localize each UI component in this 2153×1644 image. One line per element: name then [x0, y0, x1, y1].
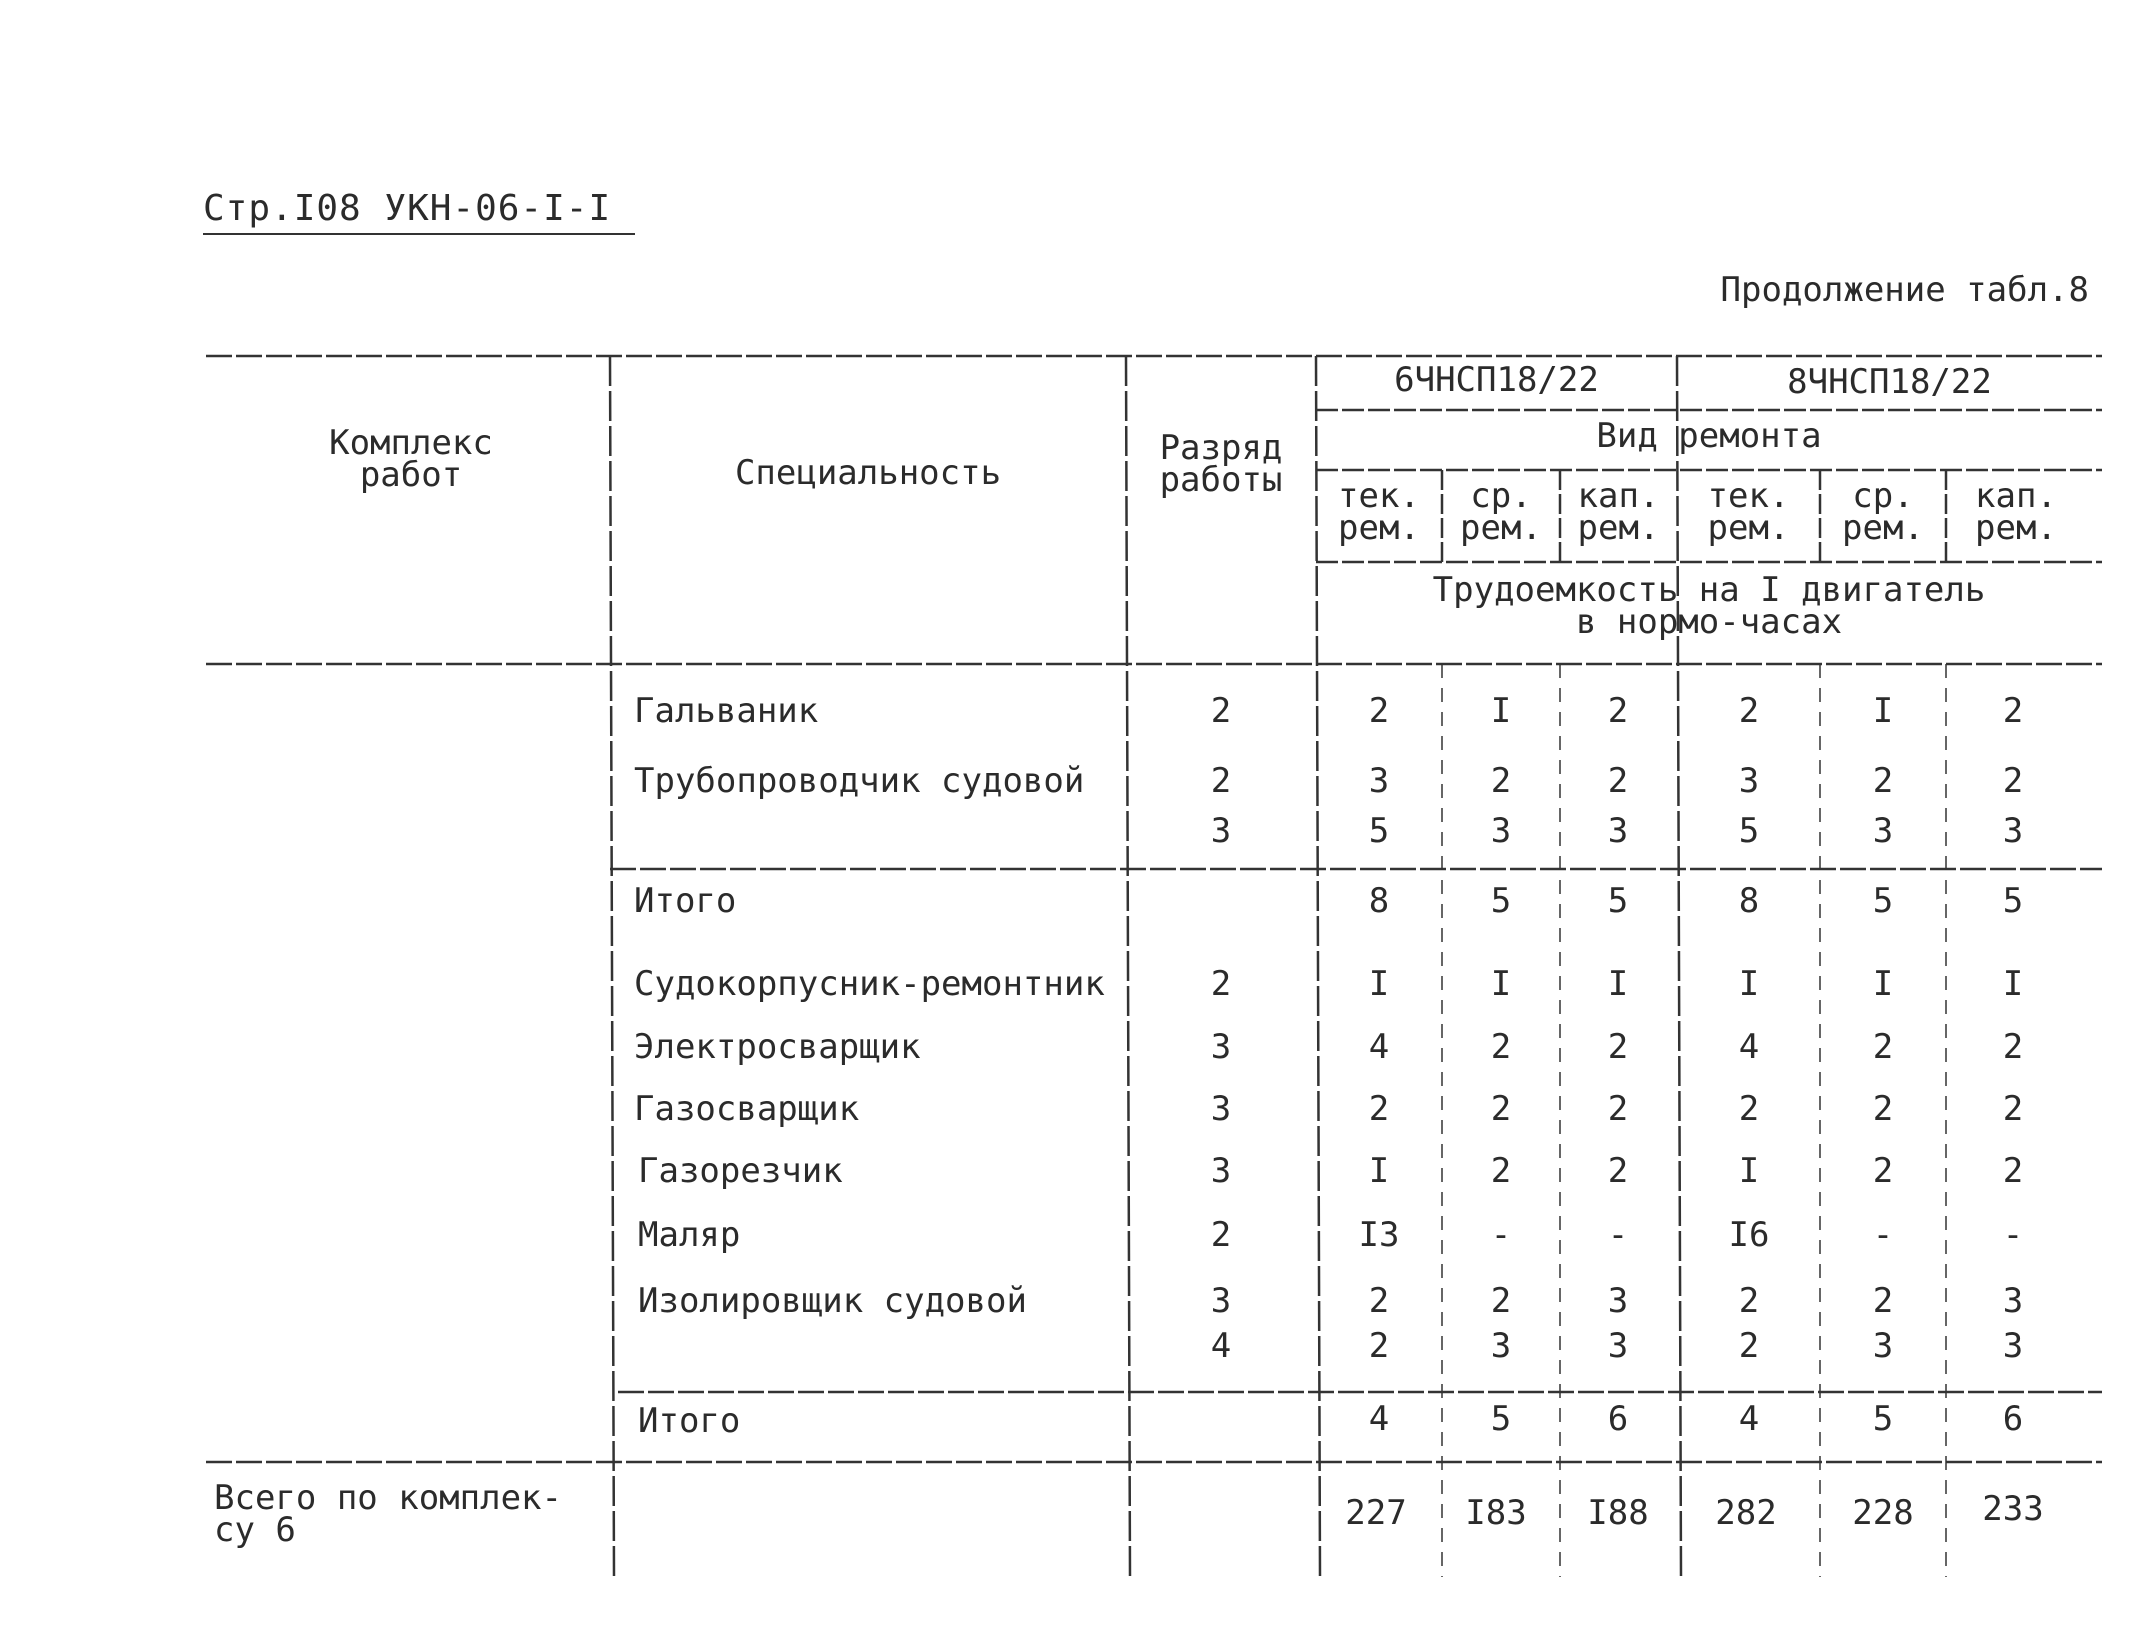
- value-cell: 3: [2002, 1281, 2024, 1321]
- value-cell: 2: [1607, 761, 1629, 801]
- value-cell: 5: [1872, 1399, 1894, 1439]
- value-cell: 3: [2002, 811, 2024, 851]
- value-cell: 2: [1872, 1151, 1894, 1191]
- total-value: I83: [1465, 1493, 1527, 1533]
- value-cell: 8: [1368, 881, 1390, 921]
- row-specialty: Маляр: [638, 1215, 741, 1255]
- header-repair-4: тек. рем.: [1707, 476, 1790, 549]
- total-value: I88: [1587, 1493, 1649, 1533]
- value-cell: I: [1607, 964, 1629, 1004]
- header-engine-8: 8ЧНСП18/22: [1787, 362, 1992, 402]
- row-specialty: Судокорпусник-ремонтник: [634, 964, 1105, 1004]
- row-grade: 2: [1210, 1215, 1232, 1255]
- value-cell: 4: [1738, 1399, 1760, 1439]
- value-cell: 2: [1490, 1281, 1512, 1321]
- value-cell: I: [1738, 1151, 1760, 1191]
- value-cell: 3: [1490, 811, 1512, 851]
- header-specialty: Специальность: [734, 453, 1002, 493]
- value-cell: I: [1872, 964, 1894, 1004]
- header-engine-6: 6ЧНСП18/22: [1394, 360, 1599, 400]
- value-cell: I: [1490, 691, 1512, 731]
- value-cell: 3: [1607, 811, 1629, 851]
- value-cell: 2: [1490, 1151, 1512, 1191]
- value-cell: 2: [1368, 1089, 1390, 1129]
- total-label: Всего по комплек- су 6: [214, 1478, 562, 1551]
- total-value: 228: [1852, 1493, 1914, 1533]
- value-cell: 2: [1872, 1027, 1894, 1067]
- labor-table: [206, 352, 2102, 1577]
- row-grade: 3: [1210, 1089, 1232, 1129]
- row-specialty: Гальваник: [634, 691, 819, 731]
- row-specialty: Изолировщик судовой: [638, 1281, 1027, 1321]
- continuation-label: Продолжение табл.8: [1720, 270, 2089, 310]
- value-cell: 2: [2002, 761, 2024, 801]
- value-cell: 2: [1490, 1089, 1512, 1129]
- row-grade: 2: [1210, 691, 1232, 731]
- value-cell: 2: [2002, 691, 2024, 731]
- value-cell: 2: [1738, 1326, 1760, 1366]
- header-repair-type: Вид ремонта: [1596, 416, 1822, 456]
- value-cell: 3: [1607, 1326, 1629, 1366]
- total-value: 233: [1982, 1489, 2044, 1529]
- value-cell: I: [1368, 964, 1390, 1004]
- value-cell: 2: [1607, 1089, 1629, 1129]
- value-cell: 2: [1607, 691, 1629, 731]
- value-cell: 2: [2002, 1027, 2024, 1067]
- total-value: 282: [1715, 1493, 1777, 1533]
- subtotal-label: Итого: [634, 881, 737, 921]
- value-cell: 2: [2002, 1151, 2024, 1191]
- value-cell: 4: [1738, 1027, 1760, 1067]
- row-specialty: Газосварщик: [634, 1089, 860, 1129]
- value-cell: 3: [1490, 1326, 1512, 1366]
- value-cell: 2: [1738, 1089, 1760, 1129]
- value-cell: -: [1872, 1215, 1894, 1255]
- value-cell: 3: [1368, 761, 1390, 801]
- value-cell: I6: [1728, 1215, 1770, 1255]
- value-cell: 2: [1368, 1281, 1390, 1321]
- row-grade: 2: [1210, 761, 1232, 801]
- header-repair-6: кап. рем.: [1975, 476, 2057, 549]
- row-grade: 3: [1210, 1151, 1232, 1191]
- value-cell: 2: [1368, 691, 1390, 731]
- value-cell: 3: [1872, 811, 1894, 851]
- value-cell: 2: [1872, 1089, 1894, 1129]
- value-cell: 5: [2002, 881, 2024, 921]
- value-cell: 4: [1368, 1027, 1390, 1067]
- value-cell: 2: [1738, 1281, 1760, 1321]
- row-grade: 3: [1210, 1281, 1232, 1321]
- value-cell: 2: [1872, 1281, 1894, 1321]
- value-cell: 3: [2002, 1326, 2024, 1366]
- header-labor: Трудоемкость на I двигатель в нормо-часах: [1432, 570, 1986, 643]
- row-specialty: Электросварщик: [634, 1027, 921, 1067]
- row-specialty: Газорезчик: [638, 1151, 843, 1191]
- value-cell: I: [2002, 964, 2024, 1004]
- row-grade: 3: [1210, 811, 1232, 851]
- value-cell: 2: [1490, 761, 1512, 801]
- value-cell: -: [1607, 1215, 1629, 1255]
- value-cell: 2: [1490, 1027, 1512, 1067]
- value-cell: 4: [1368, 1399, 1390, 1439]
- value-cell: 5: [1738, 811, 1760, 851]
- value-cell: I3: [1358, 1215, 1400, 1255]
- value-cell: 5: [1368, 811, 1390, 851]
- value-cell: -: [2002, 1215, 2024, 1255]
- value-cell: 5: [1872, 881, 1894, 921]
- value-cell: 8: [1738, 881, 1760, 921]
- row-grade: 4: [1210, 1326, 1232, 1366]
- value-cell: I: [1738, 964, 1760, 1004]
- header-repair-1: тек. рем.: [1338, 476, 1420, 549]
- value-cell: 2: [1368, 1326, 1390, 1366]
- value-cell: 3: [1872, 1326, 1894, 1366]
- value-cell: 5: [1490, 1399, 1512, 1439]
- subtotal-label: Итого: [638, 1401, 741, 1441]
- value-cell: 6: [1607, 1399, 1629, 1439]
- header-repair-5: ср. рем.: [1842, 476, 1924, 549]
- value-cell: 2: [1738, 691, 1760, 731]
- header-grade: Разряд работы: [1159, 428, 1283, 501]
- value-cell: I: [1872, 691, 1894, 731]
- row-grade: 2: [1210, 964, 1232, 1004]
- header-repair-3: кап. рем.: [1577, 476, 1660, 549]
- value-cell: 2: [2002, 1089, 2024, 1129]
- value-cell: 3: [1607, 1281, 1629, 1321]
- value-cell: 5: [1607, 881, 1629, 921]
- row-grade: 3: [1210, 1027, 1232, 1067]
- value-cell: 5: [1490, 881, 1512, 921]
- value-cell: 2: [1607, 1027, 1629, 1067]
- page-header: Стр.I08 УКН-06-I-I: [203, 188, 635, 235]
- header-complex: Комплекс работ: [329, 423, 493, 496]
- value-cell: I: [1368, 1151, 1390, 1191]
- value-cell: 2: [1607, 1151, 1629, 1191]
- value-cell: 2: [1872, 761, 1894, 801]
- value-cell: I: [1490, 964, 1512, 1004]
- value-cell: -: [1490, 1215, 1512, 1255]
- total-value: 227: [1345, 1493, 1407, 1533]
- value-cell: 6: [2002, 1399, 2024, 1439]
- row-specialty: Трубопроводчик судовой: [634, 761, 1085, 801]
- value-cell: 3: [1738, 761, 1760, 801]
- header-repair-2: ср. рем.: [1460, 476, 1542, 549]
